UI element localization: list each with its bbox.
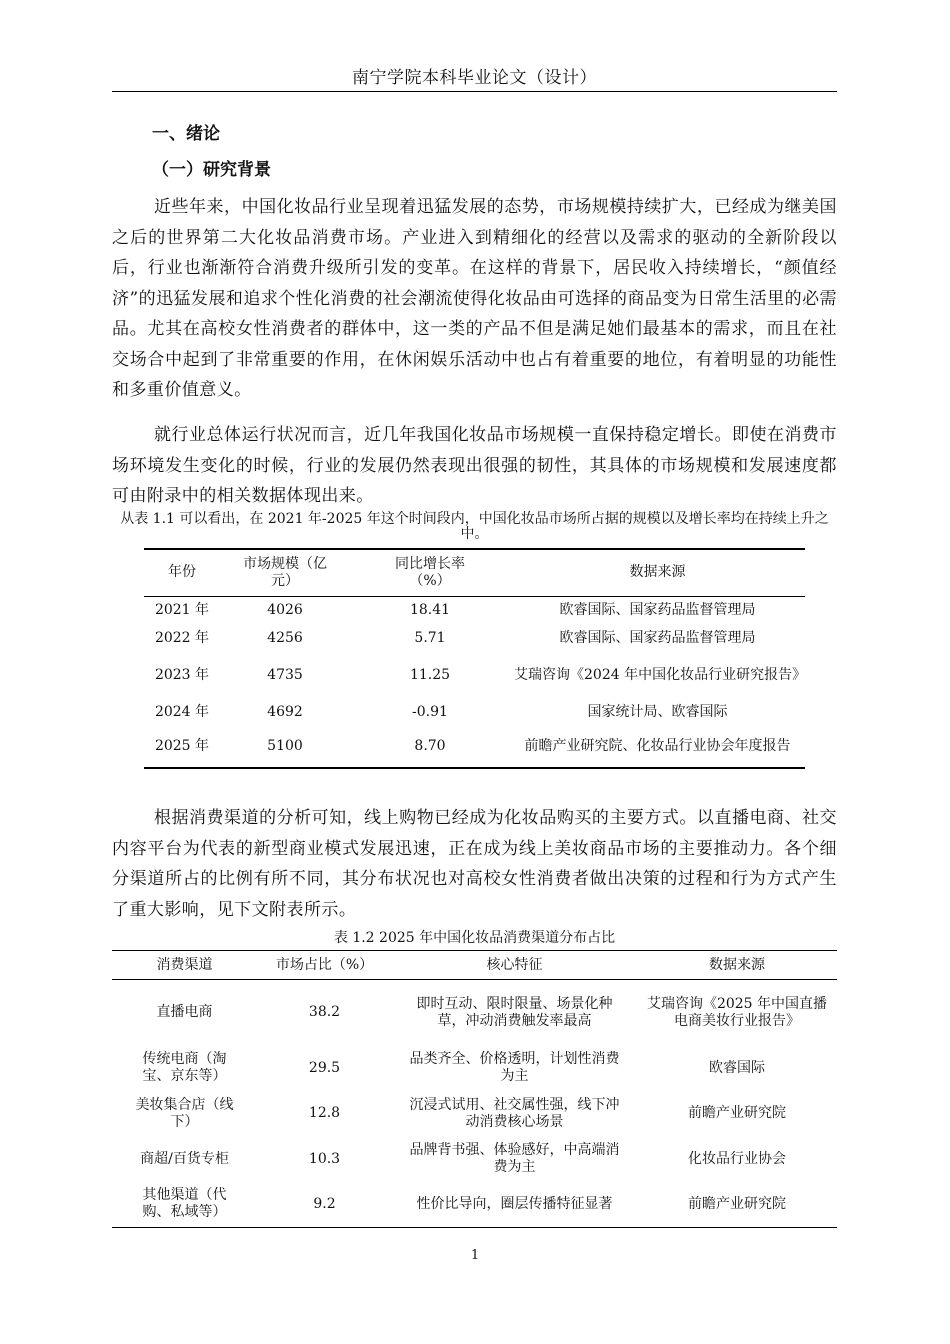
table-row (112, 1046, 837, 1091)
cell-channel (112, 1182, 257, 1228)
cell-source: 前瞻产业研究院 (688, 1195, 786, 1212)
cell-share: 29.5 (308, 1059, 341, 1076)
cell-market-size: 4256 (267, 630, 303, 646)
cell-source: 欧睿国际、国家药品监督管理局 (559, 602, 756, 619)
cell-source: 化妆品行业协会 (688, 1150, 786, 1167)
cell-growth: 5.71 (414, 630, 446, 646)
paragraph-channels: 根据消费渠道的分析可知，线上购物已经成为化妆品购买的主要方式。以直播电商、社交内容平台为代表的新型商业模式发展迅速，正在成为线上美妆商品市场的主要推动力。各个细分渠道所占的比例有所不同，其分布状况也对高校女性消费者做出决策的过程和行为方式产生了重大影响，见下文附表所示。 (112, 808, 837, 920)
table-row (144, 652, 805, 698)
header-market-size-text: 市场规模（亿元） (243, 555, 327, 589)
cell-features (392, 1091, 637, 1137)
cell-features (392, 980, 637, 1046)
header-source: 数据来源 (510, 549, 805, 596)
paragraph-industry: 就行业总体运行状况而言，近几年我国化妆品市场规模一直保持稳定增长。即使在消费市场环境发生变化的时候，行业的发展仍然表现出很强的韧性，其具体的市场规模和发展速度都可由附录中的相关数据体现出来。 (112, 425, 837, 506)
header-market-size (220, 549, 350, 596)
table-row (144, 625, 805, 652)
header-share: 市场占比（%） (257, 951, 392, 980)
cell-features-text: 性价比导向，圈层传播特征显著 (416, 1195, 613, 1212)
cell-share: 12.8 (308, 1105, 341, 1121)
cell-market-size: 4692 (267, 703, 303, 720)
subsection-heading: （一）研究背景 (152, 160, 271, 180)
table-header-row (144, 549, 805, 596)
cell-channel: 商超/百货专柜 (140, 1150, 229, 1167)
cell-year: 2024 年 (154, 703, 210, 720)
cell-source (510, 726, 805, 768)
cell-source: 前瞻产业研究院 (688, 1105, 786, 1121)
cell-market-size: 4735 (267, 666, 303, 683)
cell-year: 2025 年 (154, 738, 210, 754)
cell-source-text: 艾瑞咨询《2024 年中国化妆品行业研究报告》 (514, 666, 807, 683)
table-row (144, 698, 805, 726)
cell-channel-text: 美妆集合店（线下） (135, 1096, 234, 1130)
cell-channel (112, 980, 257, 1046)
header-growth (350, 549, 510, 596)
cell-features-text: 沉浸式试用、社交属性强，线下冲动消费核心场景 (409, 1096, 620, 1130)
table-row (112, 1091, 837, 1137)
table1-caption: 从表 1.1 可以看出，在 2021 年-2025 年这个时间段内，中国化妆品市场所占据的规模以及增长率均在持续上升之中。 (120, 511, 829, 542)
table-row (144, 726, 805, 768)
cell-features (392, 1182, 637, 1228)
cell-source (510, 652, 805, 698)
cell-share: 10.3 (308, 1150, 341, 1167)
cell-source: 欧睿国际、国家药品监督管理局 (559, 630, 756, 646)
cell-channel (112, 1091, 257, 1137)
cell-year: 2021 年 (154, 602, 210, 619)
header-rule (112, 91, 837, 92)
cell-features-text: 即时互动、限时限量、场景化种草，冲动消费触发率最高 (416, 995, 613, 1029)
table-row (112, 980, 837, 1046)
cell-growth: -0.91 (412, 703, 448, 720)
cell-features-text: 品类齐全、价格透明，计划性消费为主 (409, 1051, 620, 1084)
cell-market-size: 4026 (267, 602, 303, 619)
cell-channel-text: 传统电商（淘宝、京东等） (142, 1051, 227, 1084)
cell-growth: 8.70 (414, 738, 446, 754)
cell-channel (112, 1046, 257, 1091)
cell-growth: 11.25 (409, 666, 451, 683)
header-channel: 消费渠道 (112, 951, 257, 980)
section-heading: 一、绪论 (152, 124, 220, 144)
cell-market-size: 5100 (267, 738, 303, 754)
market-size-table (144, 548, 805, 769)
header-features: 核心特征 (392, 951, 637, 980)
cell-channel-text: 直播电商 (156, 1004, 213, 1021)
cell-channel-text: 其他渠道（代购、私域等） (142, 1187, 227, 1221)
cell-source: 欧睿国际 (709, 1059, 765, 1076)
paragraph-background: 近些年来，中国化妆品行业呈现着迅猛发展的态势，市场规模持续扩大，已经成为继美国之后的世界第二大化妆品消费市场。产业进入到精细化的经营以及需求的驱动的全新阶段以后，行业也渐渐符合消费升级所引发的变革。在这样的背景下，居民收入持续增长，“颜值经济”的迅猛发展和追求个性化消费的社会潮流使得化妆品由可选择的商品变为日常生活里的必需品。尤其在高校女性消费者的群体中，这一类的产品不但是满足她们最基本的需求，而且在社交场合中起到了非常重要的作用，在休闲娱乐活动中也占有着重要的地位，有着明显的功能性和多重价值意义。 (112, 197, 837, 400)
channel-share-table (112, 950, 837, 1228)
cell-source (637, 980, 837, 1046)
cell-source-text: 前瞻产业研究院、化妆品行业协会年度报告 (524, 738, 791, 754)
table-row (112, 1137, 837, 1182)
cell-features (392, 1137, 637, 1182)
cell-features (392, 1046, 637, 1091)
cell-year: 2022 年 (154, 630, 210, 646)
header-year: 年份 (144, 549, 220, 596)
table-row (112, 1182, 837, 1228)
header-source: 数据来源 (637, 951, 837, 980)
cell-source: 国家统计局、欧睿国际 (587, 703, 728, 720)
cell-year: 2023 年 (154, 666, 210, 683)
cell-source-text: 艾瑞咨询《2025 年中国直播电商美妆行业报告》 (646, 995, 828, 1029)
table-header-row (112, 951, 837, 980)
cell-features-text: 品牌背书强、体验感好，中高端消费为主 (409, 1142, 620, 1175)
page-number: 1 (470, 1248, 480, 1263)
running-header: 南宁学院本科毕业论文（设计） (352, 68, 597, 88)
cell-share: 9.2 (313, 1195, 336, 1212)
header-growth-text: 同比增长率（%） (395, 555, 465, 589)
table-row (144, 596, 805, 625)
table2-caption: 表 1.2 2025 年中国化妆品消费渠道分布占比 (333, 930, 616, 946)
cell-growth: 18.41 (409, 602, 451, 619)
cell-share: 38.2 (308, 1004, 341, 1021)
